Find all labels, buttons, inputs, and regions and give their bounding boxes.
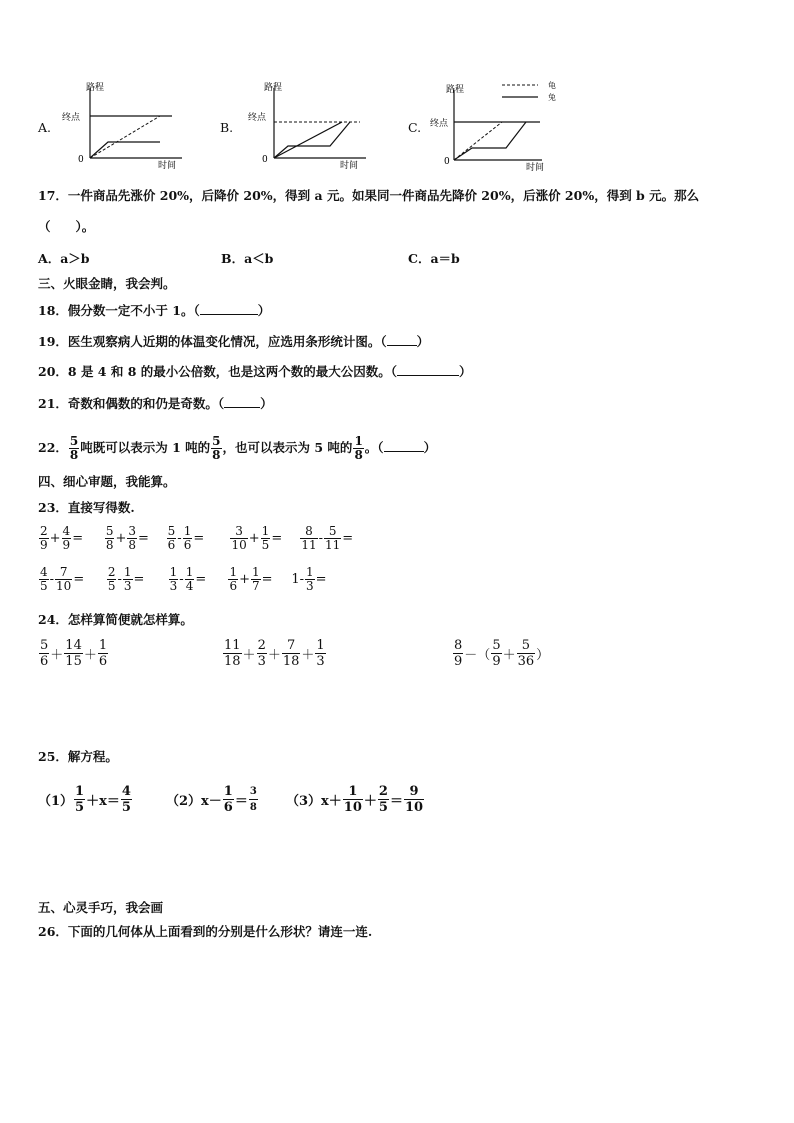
fraction-numerator: 4: [62, 524, 71, 538]
fraction-numerator: 5: [517, 638, 536, 654]
q20: [38, 364, 472, 380]
fraction-numerator: 1: [306, 565, 314, 579]
fraction-denominator: 8: [69, 448, 79, 462]
fraction-denominator: 8: [249, 802, 257, 813]
fraction-denominator: 10: [231, 538, 247, 552]
section-4-heading: 四、细心审题，我能算。: [38, 474, 176, 489]
fraction: [183, 525, 193, 552]
math-symbol: ＋: [50, 648, 64, 663]
fraction-denominator: 5: [75, 800, 85, 815]
graph-end-label: 终点: [430, 119, 449, 129]
fraction-denominator: 5: [40, 579, 48, 593]
fraction-denominator: 10: [404, 800, 424, 815]
fraction-denominator: 7: [252, 579, 260, 593]
math-symbol: -: [299, 572, 304, 587]
fraction: [228, 566, 238, 593]
q20-text: 20．8 是 4 和 8 的最小公倍数，也是这两个数的最大公因数。（: [38, 364, 397, 379]
fraction-denominator: 36: [517, 654, 535, 669]
math-symbol: ＋: [242, 648, 256, 663]
fraction-numerator: 7: [55, 566, 72, 580]
fraction-denominator: 9: [40, 538, 48, 552]
math-symbol: 1: [291, 572, 300, 587]
math-symbol: -: [49, 572, 55, 587]
q16-option-b-label: B.: [220, 120, 234, 135]
q18: [38, 303, 270, 319]
q25-eq-1: [38, 784, 133, 815]
q17-option-a: A．a＞b: [38, 251, 90, 266]
fraction: [39, 638, 49, 669]
fraction: [62, 525, 72, 552]
fraction: [230, 525, 247, 552]
fraction: [98, 638, 108, 669]
q21-text: 21．奇数和偶数的和仍是奇数。（: [38, 396, 225, 411]
q23-row-2: [38, 566, 351, 593]
close-paren: ）: [459, 364, 472, 379]
fraction-numerator: 1: [183, 524, 192, 538]
fraction-numerator: 4: [121, 784, 131, 799]
fraction: [378, 784, 389, 815]
fraction-numerator: 2: [107, 565, 116, 579]
fraction-numerator: 9: [404, 784, 424, 800]
fraction-denominator: 6: [98, 654, 108, 669]
q25-title: 25．解方程。: [38, 749, 118, 764]
fraction: [107, 566, 117, 593]
fraction-numerator: 1: [223, 784, 233, 799]
fraction: [324, 525, 341, 552]
fraction: [491, 638, 501, 669]
fraction-numerator: 5: [105, 524, 114, 538]
math-symbol: =: [261, 572, 273, 587]
fraction: [300, 525, 317, 552]
fraction: [39, 525, 49, 552]
fraction-denominator: 5: [261, 538, 270, 552]
fraction-denominator: 8: [212, 448, 221, 462]
graph-y-label: 路程: [446, 85, 465, 95]
fraction-denominator: 6: [40, 654, 49, 669]
q23-item-7: [106, 566, 164, 593]
math-symbol: +: [239, 572, 251, 587]
fraction-numerator: 1: [229, 565, 238, 579]
fraction-denominator: 3: [169, 579, 178, 593]
fraction: [64, 638, 83, 669]
fraction-numerator: 1: [169, 565, 178, 579]
q24-expr-2: [222, 638, 327, 669]
fraction: [453, 638, 463, 669]
math-symbol: ＋: [301, 648, 315, 663]
fraction-denominator: 11: [301, 538, 317, 552]
fraction: [305, 566, 315, 593]
fraction-numerator: 1: [98, 638, 108, 653]
fraction-denominator: 3: [306, 579, 314, 593]
math-symbol: ＋: [267, 648, 281, 663]
q16-option-c-label: C.: [408, 120, 422, 135]
math-symbol: ）: [536, 648, 550, 663]
math-symbol: ＋: [502, 648, 516, 663]
q16-option-a-label: A.: [38, 120, 52, 135]
fraction-numerator: 1: [123, 565, 132, 579]
fraction: [105, 525, 115, 552]
q23-item-4: [229, 525, 295, 552]
graph-end-label: 终点: [62, 113, 81, 123]
q22-number: 22．: [38, 440, 68, 455]
graph-y-label: 路程: [86, 83, 105, 93]
fraction: [251, 566, 261, 593]
fraction-denominator: 3: [257, 654, 266, 669]
q23-item-8: [168, 566, 224, 593]
fraction-numerator: 3: [128, 524, 137, 538]
fraction-denominator: 6: [229, 579, 238, 593]
q26-text: 26．下面的几何体从上面看到的分别是什么形状？请连一连.: [38, 924, 373, 939]
q21: [38, 396, 273, 412]
fraction-5-8: [69, 435, 79, 462]
math-symbol: =: [133, 572, 145, 587]
fraction-numerator: 7: [282, 638, 301, 654]
fraction: [39, 566, 49, 593]
fraction: [257, 638, 267, 669]
q21-answer-blank[interactable]: [224, 396, 260, 408]
q25-eq-3: [286, 784, 425, 815]
close-paren: ）: [260, 396, 273, 411]
math-symbol: （3）x＋: [286, 794, 342, 809]
q22: [38, 432, 436, 464]
fraction-numerator: 3: [230, 525, 247, 539]
math-symbol: ＝: [389, 794, 403, 809]
q23-item-10: [291, 566, 351, 593]
q16-graph-c: [432, 80, 572, 172]
math-symbol: +: [248, 531, 260, 546]
fraction-denominator: 6: [223, 800, 233, 815]
fraction-numerator: 11: [224, 638, 241, 653]
fraction: [223, 784, 234, 815]
math-symbol: +: [115, 531, 127, 546]
fraction-denominator: 3: [123, 579, 132, 593]
math-symbol: +: [49, 531, 61, 546]
math-symbol: （2）x－: [166, 794, 222, 809]
math-symbol: =: [271, 531, 283, 546]
math-symbol: =: [72, 531, 84, 546]
close-paren: ）: [416, 334, 430, 349]
fraction-denominator: 9: [62, 538, 71, 552]
legend-rabbit-label: 兔: [548, 93, 556, 102]
math-symbol: =: [315, 572, 327, 587]
fraction: [185, 566, 195, 593]
fraction: [223, 638, 242, 669]
math-symbol: =: [342, 531, 354, 546]
fraction-numerator: 5: [69, 434, 79, 448]
math-symbol: =: [193, 531, 205, 546]
fraction: [121, 784, 132, 815]
fraction-numerator: 8: [454, 638, 463, 653]
q24-expr-3: [452, 638, 549, 669]
fraction-numerator: 1: [185, 565, 194, 579]
fraction: [127, 525, 137, 552]
fraction-denominator: 11: [325, 538, 341, 552]
graph-x-label: 时间: [526, 163, 545, 173]
math-symbol: -: [177, 531, 182, 546]
fraction: [74, 784, 85, 815]
fraction: [261, 525, 271, 552]
graph-origin-label: 0: [444, 157, 450, 167]
fraction-denominator: 5: [378, 800, 388, 815]
fraction-denominator: 18: [224, 654, 241, 669]
q17-option-b: B．a＜b: [221, 251, 274, 266]
graph-x-label: 时间: [340, 161, 359, 171]
fraction: [169, 566, 179, 593]
q20-answer-blank[interactable]: [397, 364, 459, 376]
fraction-denominator: 9: [492, 654, 501, 669]
q19: [38, 334, 429, 350]
fraction-denominator: 5: [107, 579, 116, 593]
q25-eq-2: [166, 784, 259, 815]
math-symbol: （: [477, 648, 491, 663]
fraction-1-8: [353, 435, 363, 462]
graph-origin-label: 0: [78, 155, 84, 165]
fraction-numerator: 1: [354, 434, 363, 448]
fraction-numerator: 1: [261, 524, 270, 538]
fraction-denominator: 6: [167, 538, 176, 552]
fraction-denominator: 10: [56, 579, 72, 593]
fraction: [249, 784, 258, 815]
q16-graph-b: [250, 78, 380, 170]
math-symbol: ＋: [83, 648, 97, 663]
q23-item-9: [227, 566, 287, 593]
fraction-numerator: 5: [492, 638, 501, 653]
math-symbol: =: [138, 531, 149, 546]
q18-answer-blank[interactable]: [200, 303, 258, 315]
fraction-denominator: 3: [316, 654, 325, 669]
graph-y-label: 路程: [264, 83, 283, 93]
fraction-numerator: 5: [167, 524, 176, 538]
fraction-denominator: 10: [343, 800, 362, 815]
q23-item-2: [104, 525, 162, 552]
fraction-denominator: 8: [354, 448, 363, 462]
fraction-denominator: 6: [183, 538, 192, 552]
fraction: [167, 525, 177, 552]
fraction-numerator: 4: [40, 565, 48, 579]
close-paren: ）: [423, 440, 437, 455]
fraction-numerator: 1: [316, 638, 325, 653]
fraction-numerator: 2: [378, 784, 388, 799]
math-symbol: ＋x＝: [86, 794, 120, 809]
section-5-heading: 五、心灵手巧，我会画: [38, 900, 164, 915]
fraction-numerator: 5: [212, 434, 221, 448]
q22-answer-blank[interactable]: [384, 440, 424, 452]
fraction-denominator: 4: [185, 579, 194, 593]
q23-item-5: [299, 525, 369, 552]
fraction-numerator: 2: [40, 524, 48, 538]
fraction-numerator: 2: [257, 638, 266, 653]
fraction: [123, 566, 133, 593]
fraction-5-8: [211, 435, 221, 462]
math-symbol: =: [73, 572, 85, 587]
q24-title: 24．怎样算简便就怎样算。: [38, 612, 193, 627]
fraction-denominator: 9: [454, 654, 463, 669]
math-symbol: -: [117, 572, 122, 587]
graph-end-label: 终点: [248, 113, 267, 123]
fraction-denominator: 5: [121, 800, 131, 815]
math-symbol: －: [464, 648, 478, 663]
fraction: [315, 638, 325, 669]
q24-expr-1: [38, 638, 109, 669]
q17-option-c: C．a＝b: [408, 251, 460, 266]
fraction-numerator: 3: [249, 784, 258, 800]
q23-title: 23．直接写得数.: [38, 500, 135, 515]
section-3-heading: 三、火眼金睛，我会判。: [38, 276, 176, 291]
fraction: [55, 566, 72, 593]
math-symbol: -: [318, 531, 323, 546]
fraction-numerator: 1: [343, 784, 363, 800]
q23-item-3: [166, 525, 226, 552]
fraction-numerator: 8: [300, 525, 317, 539]
q16-graph-a: [62, 78, 202, 171]
math-symbol: （1）: [38, 794, 74, 809]
math-symbol: ＝: [234, 794, 248, 809]
q23-item-1: [38, 525, 100, 552]
fraction-denominator: 8: [105, 538, 114, 552]
q22-text-d: 。（: [364, 440, 384, 455]
q22-text-c: ，也可以表示为 5 吨的: [222, 440, 353, 455]
fraction-numerator: 1: [252, 565, 260, 579]
fraction-denominator: 15: [65, 654, 82, 669]
fraction-numerator: 14: [65, 638, 82, 653]
q17-paren: （ ）。: [38, 219, 95, 234]
legend-tortoise-label: 龟: [548, 81, 556, 90]
graph-origin-label: 0: [262, 155, 268, 165]
fraction: [404, 784, 424, 815]
graph-x-label: 时间: [158, 161, 177, 171]
q18-text: 18．假分数一定不小于 1。（: [38, 303, 200, 318]
math-symbol: =: [195, 572, 207, 587]
fraction-denominator: 18: [282, 654, 300, 669]
fraction: [343, 784, 363, 815]
fraction-denominator: 8: [128, 538, 137, 552]
close-paren: ）: [257, 303, 271, 318]
q23-item-6: [38, 566, 102, 593]
fraction-numerator: 5: [40, 638, 49, 653]
q23-row-1: [38, 525, 369, 552]
fraction-numerator: 5: [324, 525, 341, 539]
q17-text: 17．一件商品先涨价 20%，后降价 20%，得到 a 元。如果同一件商品先降价 20%，后涨价 20%，得到 b 元。那么: [38, 188, 700, 203]
fraction: [282, 638, 301, 669]
fraction: [517, 638, 536, 669]
q19-answer-blank[interactable]: [387, 334, 417, 346]
math-symbol: -: [179, 572, 184, 587]
q19-text: 19．医生观察病人近期的体温变化情况，应选用条形统计图。（: [38, 334, 387, 349]
q22-text-b: 吨既可以表示为 1 吨的: [80, 440, 211, 455]
math-symbol: ＋: [363, 794, 377, 809]
fraction-numerator: 1: [75, 784, 85, 799]
